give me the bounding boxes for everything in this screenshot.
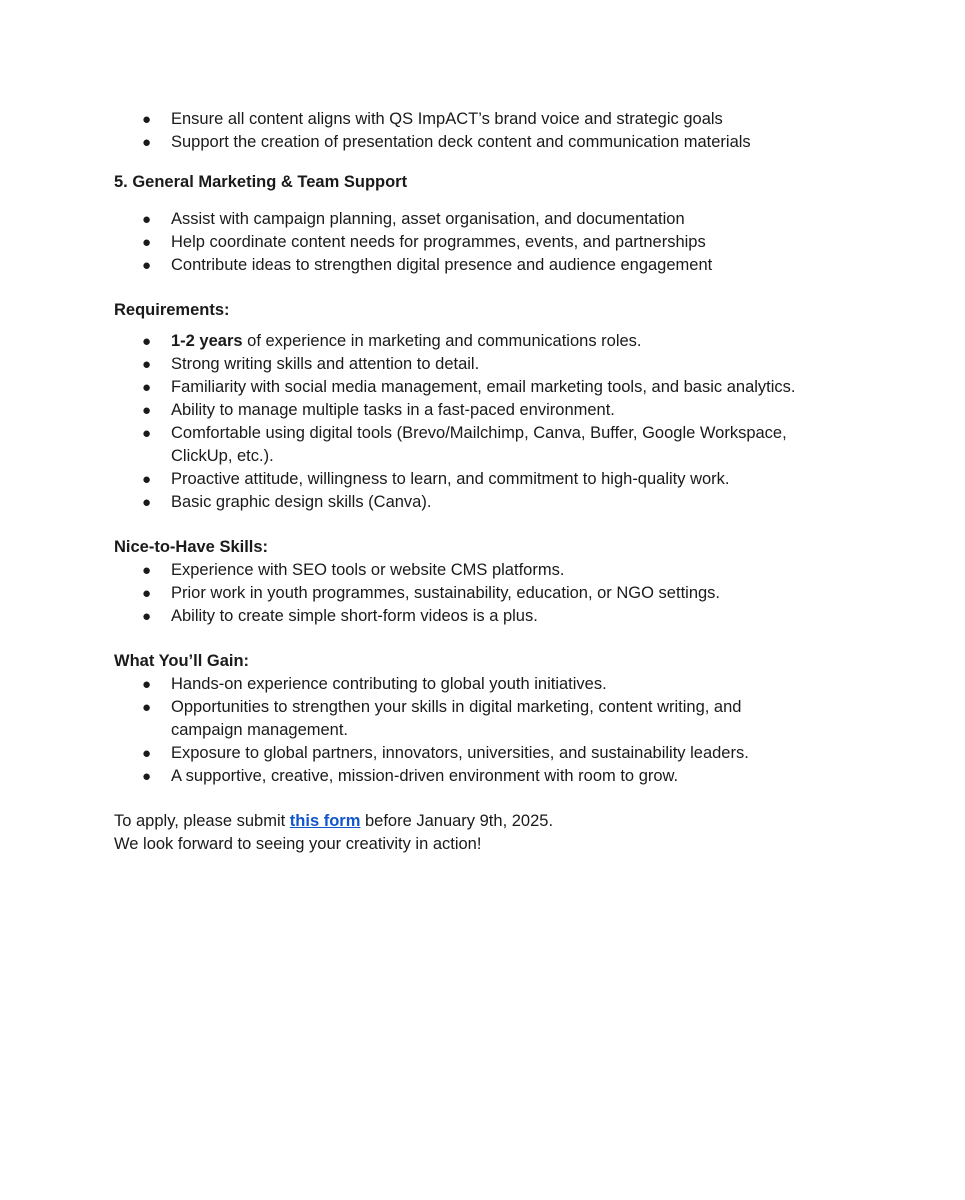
- bullet-icon: ●: [142, 608, 152, 625]
- list-item: ● Hands-on experience contributing to global youth initiatives.: [114, 673, 814, 696]
- general-marketing-list: [114, 208, 814, 277]
- list-item: ● 1-2 years of experience in marketing and communications roles.: [114, 330, 814, 353]
- bullet-icon: ●: [142, 676, 152, 693]
- list-item: ● Help coordinate content needs for programmes, events, and partnerships: [114, 231, 814, 254]
- list-item: ● Familiarity with social media management, email marketing tools, and basic analytics.: [114, 376, 814, 399]
- list-item: ● Exposure to global partners, innovators, universities, and sustainability leaders.: [114, 742, 814, 765]
- requirements-list: [114, 330, 814, 514]
- bullet-icon: ●: [142, 356, 152, 373]
- bullet-icon: ●: [142, 699, 152, 716]
- bullet-icon: ●: [142, 768, 152, 785]
- bullet-icon: ●: [142, 745, 152, 762]
- section-heading-nice-to-have: Nice-to-Have Skills:: [114, 538, 269, 556]
- list-item: ● Prior work in youth programmes, sustainability, education, or NGO settings.: [114, 582, 814, 605]
- section-heading-what-youll-gain: What You’ll Gain:: [114, 652, 250, 670]
- bullet-icon: ●: [142, 134, 152, 151]
- list-item: ● Proactive attitude, willingness to learn, and commitment to high-quality work.: [114, 468, 814, 491]
- list-item: ● Ensure all content aligns with QS ImpACT’s brand voice and strategic goals: [114, 108, 814, 131]
- bullet-icon: ●: [142, 211, 152, 228]
- list-item: ● Strong writing skills and attention to detail.: [114, 353, 814, 376]
- this-form-link[interactable]: this form: [289, 812, 361, 830]
- list-item: ● Opportunities to strengthen your skills in digital marketing, content writing, and campaign management.: [142, 698, 742, 739]
- intro-bullet-list: [114, 108, 814, 154]
- bullet-icon: ●: [142, 402, 152, 419]
- bullet-icon: ●: [142, 494, 152, 511]
- list-item: ● Experience with SEO tools or website CMS platforms.: [114, 559, 814, 582]
- bullet-icon: ●: [142, 471, 152, 488]
- list-item: ● Contribute ideas to strengthen digital presence and audience engagement: [114, 254, 814, 277]
- list-item: ● Support the creation of presentation deck content and communication materials: [114, 131, 814, 154]
- document-page: [114, 108, 814, 856]
- list-item: ● Ability to manage multiple tasks in a fast-paced environment.: [114, 399, 814, 422]
- bullet-icon: ●: [142, 333, 152, 350]
- list-item: ● Assist with campaign planning, asset organisation, and documentation: [114, 208, 814, 231]
- bullet-icon: ●: [142, 562, 152, 579]
- gain-list: [114, 673, 814, 788]
- apply-line: To apply, please submit this form before January 9th, 2025.: [114, 812, 554, 830]
- section-heading-general-marketing: 5. General Marketing & Team Support: [114, 173, 408, 191]
- list-item: ● Basic graphic design skills (Canva).: [114, 491, 814, 514]
- list-item: ● Comfortable using digital tools (Brevo/Mailchimp, Canva, Buffer, Google Workspace, ClickUp, etc.).: [142, 424, 787, 465]
- section-heading-requirements: Requirements:: [114, 301, 230, 319]
- bullet-icon: ●: [142, 585, 152, 602]
- list-item: ● Ability to create simple short-form videos is a plus.: [114, 605, 814, 628]
- list-item: ● A supportive, creative, mission-driven environment with room to grow.: [114, 765, 814, 788]
- bullet-icon: ●: [142, 234, 152, 251]
- bullet-icon: ●: [142, 379, 152, 396]
- closing-line: We look forward to seeing your creativity in action!: [114, 835, 482, 853]
- bullet-icon: ●: [142, 111, 152, 128]
- nice-to-have-list: [114, 559, 814, 628]
- bullet-icon: ●: [142, 425, 152, 442]
- bullet-icon: ●: [142, 257, 152, 274]
